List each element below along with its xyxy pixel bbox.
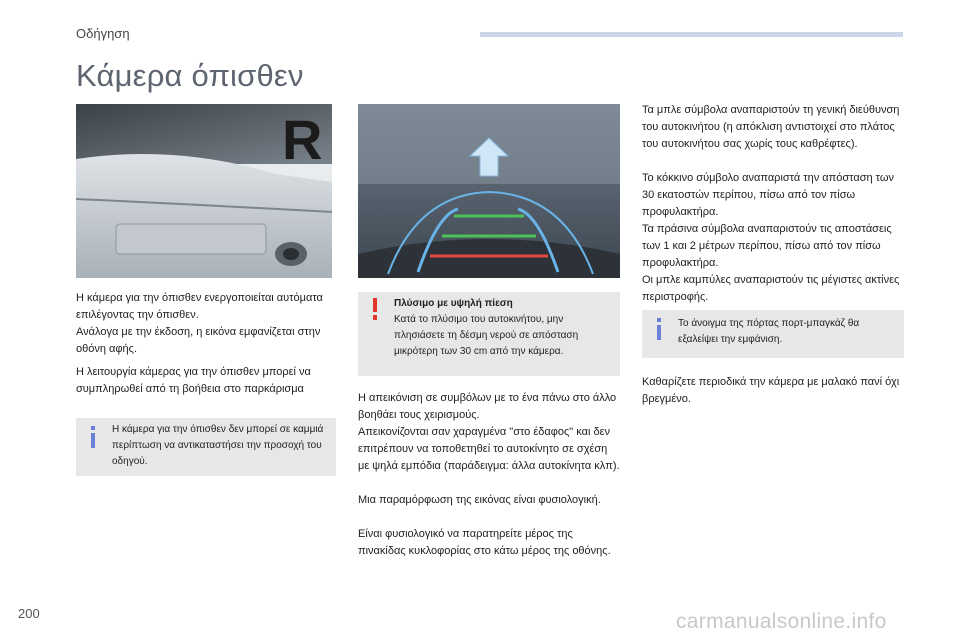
col2-paragraph-3: Μια παραμόρφωση της εικόνας είναι φυσιολογική. bbox=[358, 494, 601, 506]
col3-paragraph-3: Τα πράσινα σύμβολα αναπαριστούν τις αποστάσεις των 1 και 2 μέτρων περίπου, πίσω από τον πίσω προφυλακτήρα. bbox=[642, 223, 892, 269]
page-number: 200 bbox=[18, 606, 40, 621]
col3-paragraph-5: Καθαρίζετε περιοδικά την κάμερα με μαλακό πανί όχι βρεγμένο. bbox=[642, 376, 900, 405]
section-label: Οδήγηση bbox=[76, 26, 130, 41]
col3-info-text: Το άνοιγμα της πόρτας πορτ-μπαγκάζ θα εξαλείψει την εμφάνιση. bbox=[678, 318, 860, 345]
col3-paragraph-4: Οι μπλε καμπύλες αναπαριστούν τις μέγιστες ακτίνες περιστροφής. bbox=[642, 274, 900, 303]
col2-paragraph-2: Απεικονίζονται σαν χαραγμένα "στο έδαφος" και δεν επιτρέπουν να τοποθετηθεί το αυτοκίνητο σε σχέση με ψηλά εμπόδια (παράδειγμα: άλλα αυτοκίνητα κλπ). bbox=[358, 426, 620, 472]
col3-paragraph-2: Το κόκκινο σύμβολο αναπαριστά την απόσταση των 30 εκατοστών περίπου, πίσω από τον πίσω προφυλακτήρα. bbox=[642, 172, 894, 218]
warning-title: Πλύσιμο με υψηλή πίεση bbox=[394, 298, 513, 309]
watermark: carmanualsonline.info bbox=[676, 610, 887, 633]
warning-text: Κατά το πλύσιμο του αυτοκινήτου, μην πλησιάσετε τη δέσμη νερού σε απόσταση μικρότερη των 30 cm από την κάμερα. bbox=[394, 314, 579, 357]
page-title: Κάμερα όπισθεν bbox=[76, 58, 304, 93]
col1-paragraph-2: Ανάλογα με την έκδοση, η εικόνα εμφανίζεται στην οθόνη αφής. bbox=[76, 326, 321, 355]
col3-paragraph-1: Τα μπλε σύμβολα αναπαριστούν τη γενική διεύθυνση του αυτοκινήτου (η απόκλιση αντιστοιχεί στο πλάτος του αυτοκινήτου σας χωρίς τους καθρέφτες). bbox=[642, 104, 900, 150]
info-icon bbox=[88, 426, 98, 448]
col3-info-box bbox=[642, 310, 904, 358]
gear-letter-r: R bbox=[282, 108, 323, 171]
header-accent-bar bbox=[480, 32, 903, 37]
col2-paragraph-4: Είναι φυσιολογικό να παρατηρείτε μέρος της πινακίδας κυκλοφορίας στο κάτω μέρος της οθόνης. bbox=[358, 528, 611, 557]
col1-paragraph-3: Η λειτουργία κάμερας για την όπισθεν μπορεί να συμπληρωθεί από τη βοήθεια στο παρκάρισμα bbox=[76, 366, 311, 395]
col1-info-box bbox=[76, 418, 336, 476]
col1-paragraph-1: Η κάμερα για την όπισθεν ενεργοποιείται αυτόματα επιλέγοντας την όπισθεν. bbox=[76, 292, 323, 321]
col2-paragraph-1: Η απεικόνιση σε συμβόλων με το ένα πάνω στο άλλο βοηθάει τους χειρισμούς. bbox=[358, 392, 617, 421]
warning-box bbox=[358, 292, 620, 376]
col1-info-text: Η κάμερα για την όπισθεν δεν μπορεί σε καμμιά περίπτωση να αντικαταστήσει την προσοχή του οδηγού. bbox=[112, 424, 324, 467]
info-icon bbox=[654, 318, 664, 340]
rear-camera-photo bbox=[76, 104, 332, 278]
warning-icon bbox=[370, 298, 380, 320]
camera-view-image bbox=[358, 104, 620, 278]
